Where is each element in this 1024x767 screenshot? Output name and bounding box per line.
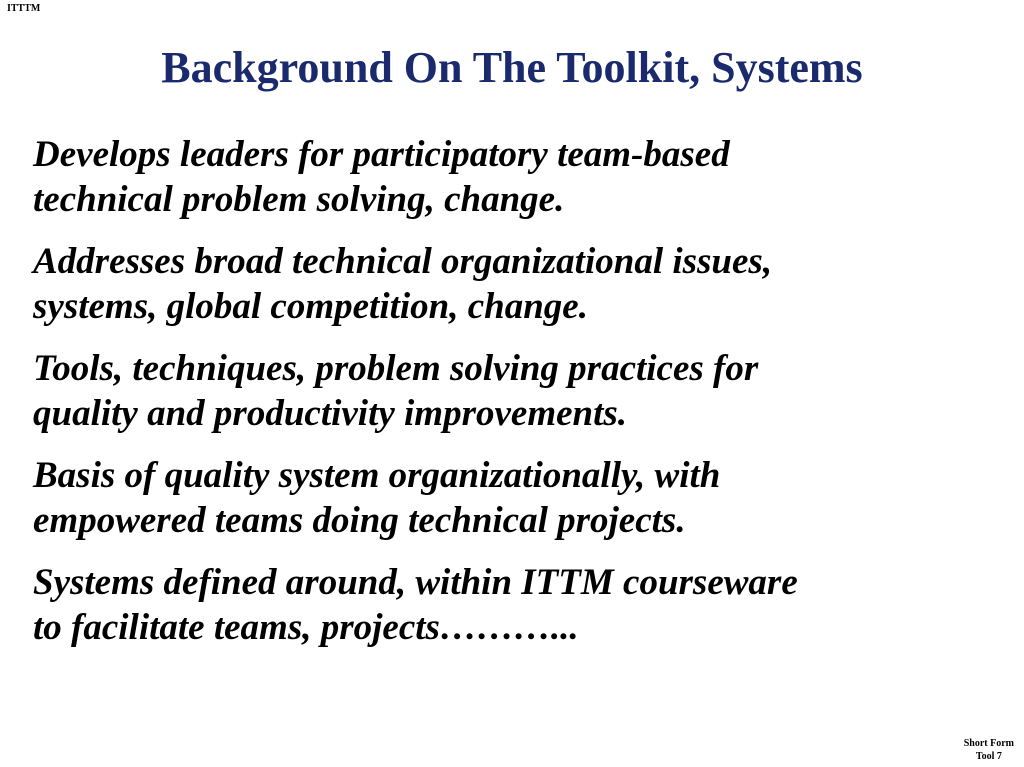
bullet-line: quality and productivity improvements. — [33, 393, 628, 434]
bullet-line: Develops leaders for participatory team-based — [33, 134, 730, 175]
bullet-line: to facilitate teams, projects………... — [33, 607, 579, 648]
bullet-item — [33, 453, 993, 543]
footer-line: Short Form — [963, 738, 1014, 749]
bullet-list — [33, 132, 993, 667]
bullet-line: Basis of quality system organizationally, with — [33, 455, 721, 496]
bullet-item — [33, 560, 993, 650]
bullet-line: Systems defined around, within ITTM courseware — [33, 562, 798, 603]
bullet-item — [33, 132, 993, 222]
bullet-line: Tools, techniques, problem solving practices for — [33, 348, 759, 389]
slide-title: Background On The Toolkit, Systems — [161, 43, 863, 92]
bullet-line: systems, global competition, change. — [33, 286, 588, 327]
corner-label: ITTTM — [7, 3, 41, 14]
footer-line: Tool 7 — [975, 751, 1002, 762]
bullet-line: Addresses broad technical organizational issues, — [33, 241, 773, 282]
footer-label — [964, 737, 1014, 763]
bullet-item — [33, 346, 993, 436]
bullet-item — [33, 239, 993, 329]
bullet-line: technical problem solving, change. — [33, 179, 565, 220]
bullet-line: empowered teams doing technical projects. — [33, 500, 686, 541]
